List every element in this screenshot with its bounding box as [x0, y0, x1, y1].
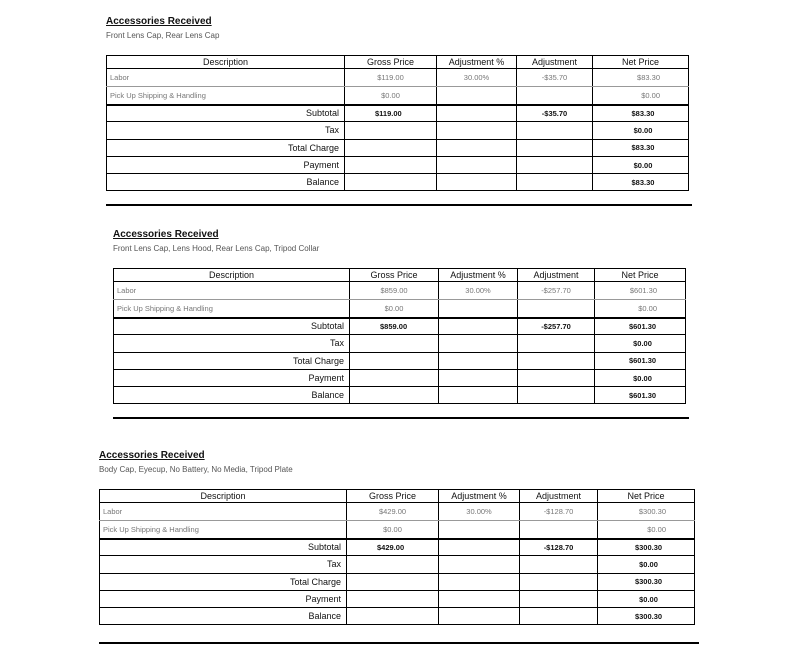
col-adjustment: Adjustment	[517, 56, 593, 69]
empty-cell	[439, 539, 520, 556]
empty-cell	[345, 174, 437, 191]
tax-label: Tax	[114, 335, 350, 352]
tax-row	[114, 335, 686, 352]
payment-value: $0.00	[593, 156, 689, 173]
table-row	[114, 300, 686, 318]
subtotal-label: Subtotal	[100, 539, 347, 556]
empty-cell	[350, 335, 439, 352]
tax-row	[107, 122, 689, 139]
accessories-list: Body Cap, Eyecup, No Battery, No Media, Tripod Plate	[99, 465, 293, 474]
col-net-price: Net Price	[598, 490, 695, 503]
line-adj-pct: 30.00%	[439, 503, 520, 521]
col-net-price: Net Price	[595, 269, 686, 282]
empty-cell	[520, 573, 598, 590]
subtotal-net: $601.30	[595, 318, 686, 335]
section-divider	[106, 204, 692, 206]
payment-row	[107, 156, 689, 173]
line-adj	[517, 87, 593, 105]
empty-cell	[518, 369, 595, 386]
empty-cell	[350, 369, 439, 386]
subtotal-row	[114, 318, 686, 335]
empty-cell	[518, 335, 595, 352]
empty-cell	[439, 556, 520, 573]
line-description: Labor	[107, 69, 345, 87]
subtotal-gross: $119.00	[345, 105, 437, 122]
table-row	[100, 521, 695, 539]
col-gross-price: Gross Price	[350, 269, 439, 282]
invoice-section	[106, 16, 219, 41]
empty-cell	[439, 608, 520, 625]
line-adj-pct	[439, 521, 520, 539]
balance-row	[107, 174, 689, 191]
line-adj-pct	[439, 300, 518, 318]
invoice-section	[113, 229, 319, 254]
subtotal-label: Subtotal	[114, 318, 350, 335]
line-description: Pick Up Shipping & Handling	[114, 300, 350, 318]
balance-row	[100, 608, 695, 625]
tax-label: Tax	[107, 122, 345, 139]
balance-label: Balance	[100, 608, 347, 625]
subtotal-gross: $859.00	[350, 318, 439, 335]
line-net: $300.30	[598, 503, 695, 521]
table-row	[114, 282, 686, 300]
invoice-section	[99, 450, 293, 475]
line-adj	[520, 521, 598, 539]
total-charge-label: Total Charge	[107, 139, 345, 156]
line-net: $0.00	[598, 521, 695, 539]
line-gross: $119.00	[345, 69, 437, 87]
total-charge-label: Total Charge	[114, 352, 350, 369]
empty-cell	[347, 573, 439, 590]
line-adj: -$257.70	[518, 282, 595, 300]
table-row	[107, 87, 689, 105]
line-gross: $429.00	[347, 503, 439, 521]
payment-row	[100, 590, 695, 607]
total-charge-label: Total Charge	[100, 573, 347, 590]
col-adjustment-pct: Adjustment %	[439, 269, 518, 282]
balance-label: Balance	[114, 387, 350, 404]
empty-cell	[517, 156, 593, 173]
payment-label: Payment	[114, 369, 350, 386]
empty-cell	[439, 318, 518, 335]
subtotal-adjustment: -$128.70	[520, 539, 598, 556]
payment-row	[114, 369, 686, 386]
table-row	[100, 503, 695, 521]
empty-cell	[518, 352, 595, 369]
total-charge-value: $83.30	[593, 139, 689, 156]
tax-label: Tax	[100, 556, 347, 573]
line-description: Pick Up Shipping & Handling	[100, 521, 347, 539]
line-description: Labor	[114, 282, 350, 300]
col-adjustment-pct: Adjustment %	[439, 490, 520, 503]
empty-cell	[437, 156, 517, 173]
tax-value: $0.00	[595, 335, 686, 352]
accessories-title: Accessories Received	[106, 16, 212, 27]
line-adj	[518, 300, 595, 318]
invoice-table	[113, 268, 686, 404]
invoice-table	[106, 55, 689, 191]
line-adj-pct	[437, 87, 517, 105]
total-charge-row	[107, 139, 689, 156]
section-divider	[113, 417, 689, 419]
line-net: $601.30	[595, 282, 686, 300]
accessories-title: Accessories Received	[113, 229, 219, 240]
line-adj-pct: 30.00%	[439, 282, 518, 300]
col-adjustment: Adjustment	[518, 269, 595, 282]
subtotal-gross: $429.00	[347, 539, 439, 556]
line-net: $83.30	[593, 69, 689, 87]
empty-cell	[439, 352, 518, 369]
col-adjustment: Adjustment	[520, 490, 598, 503]
col-adjustment-pct: Adjustment %	[437, 56, 517, 69]
empty-cell	[517, 139, 593, 156]
accessories-list: Front Lens Cap, Rear Lens Cap	[106, 31, 220, 40]
empty-cell	[517, 174, 593, 191]
empty-cell	[345, 122, 437, 139]
total-charge-value: $601.30	[595, 352, 686, 369]
balance-label: Balance	[107, 174, 345, 191]
line-adj-pct: 30.00%	[437, 69, 517, 87]
tax-row	[100, 556, 695, 573]
empty-cell	[439, 590, 520, 607]
empty-cell	[439, 387, 518, 404]
tax-value: $0.00	[598, 556, 695, 573]
line-gross: $0.00	[345, 87, 437, 105]
subtotal-adjustment: -$257.70	[518, 318, 595, 335]
empty-cell	[518, 387, 595, 404]
empty-cell	[517, 122, 593, 139]
col-description: Description	[100, 490, 347, 503]
empty-cell	[520, 590, 598, 607]
empty-cell	[345, 139, 437, 156]
line-adj: -$35.70	[517, 69, 593, 87]
empty-cell	[439, 369, 518, 386]
header-row	[114, 269, 686, 282]
line-net: $0.00	[595, 300, 686, 318]
empty-cell	[520, 608, 598, 625]
tax-value: $0.00	[593, 122, 689, 139]
section-divider	[99, 642, 699, 644]
empty-cell	[437, 105, 517, 122]
subtotal-net: $300.30	[598, 539, 695, 556]
empty-cell	[350, 352, 439, 369]
empty-cell	[439, 573, 520, 590]
line-adj: -$128.70	[520, 503, 598, 521]
line-description: Labor	[100, 503, 347, 521]
payment-value: $0.00	[598, 590, 695, 607]
invoice-table	[99, 489, 695, 625]
header-row	[107, 56, 689, 69]
line-gross: $0.00	[347, 521, 439, 539]
empty-cell	[347, 590, 439, 607]
payment-value: $0.00	[595, 369, 686, 386]
subtotal-label: Subtotal	[107, 105, 345, 122]
line-gross: $859.00	[350, 282, 439, 300]
payment-label: Payment	[107, 156, 345, 173]
total-charge-row	[114, 352, 686, 369]
accessories-title: Accessories Received	[99, 450, 205, 461]
col-net-price: Net Price	[593, 56, 689, 69]
empty-cell	[437, 174, 517, 191]
empty-cell	[520, 556, 598, 573]
col-description: Description	[114, 269, 350, 282]
subtotal-net: $83.30	[593, 105, 689, 122]
table-row	[107, 69, 689, 87]
balance-value: $300.30	[598, 608, 695, 625]
empty-cell	[439, 335, 518, 352]
col-gross-price: Gross Price	[345, 56, 437, 69]
empty-cell	[437, 122, 517, 139]
subtotal-row	[107, 105, 689, 122]
subtotal-adjustment: -$35.70	[517, 105, 593, 122]
empty-cell	[347, 608, 439, 625]
line-description: Pick Up Shipping & Handling	[107, 87, 345, 105]
line-gross: $0.00	[350, 300, 439, 318]
total-charge-row	[100, 573, 695, 590]
header-row	[100, 490, 695, 503]
accessories-list: Front Lens Cap, Lens Hood, Rear Lens Cap, Tripod Collar	[113, 244, 320, 253]
empty-cell	[345, 156, 437, 173]
col-gross-price: Gross Price	[347, 490, 439, 503]
balance-value: $83.30	[593, 174, 689, 191]
empty-cell	[347, 556, 439, 573]
subtotal-row	[100, 539, 695, 556]
balance-row	[114, 387, 686, 404]
total-charge-value: $300.30	[598, 573, 695, 590]
col-description: Description	[107, 56, 345, 69]
empty-cell	[437, 139, 517, 156]
balance-value: $601.30	[595, 387, 686, 404]
empty-cell	[350, 387, 439, 404]
payment-label: Payment	[100, 590, 347, 607]
line-net: $0.00	[593, 87, 689, 105]
